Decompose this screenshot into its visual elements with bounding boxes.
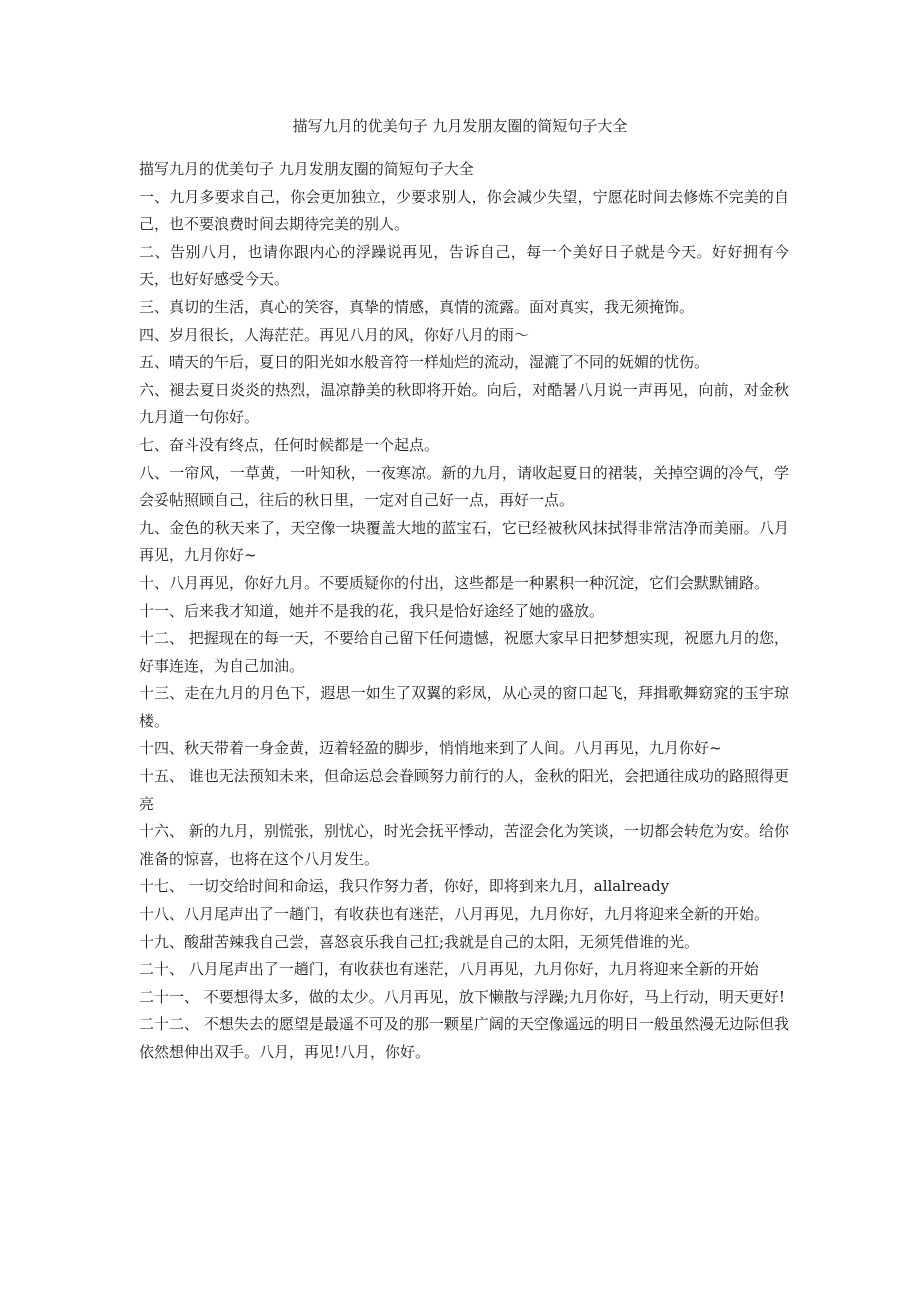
document-body — [139, 156, 789, 1067]
paragraph: 六、褪去夏日炎炎的热烈，温凉静美的秋即将开始。向后，对酷暑八月说一声再见，向前，对金秋九月道一句你好。 — [139, 380, 789, 427]
paragraph: 十五、 谁也无法预知未来，但命运总会眷顾努力前行的人，金秋的阳光，会把通往成功的路照得更亮 — [139, 767, 789, 813]
paragraph: 八、一帘风，一草黄，一叶知秋，一夜寒凉。新的九月，请收起夏日的裙装，关掉空调的冷气，学会妥帖照顾自己，往后的秋日里，一定对自己好一点，再好一点。 — [139, 463, 789, 510]
paragraph: 一、九月多要求自己，你会更加独立，少要求别人，你会减少失望，宁愿花时间去修炼不完美的自己，也不要浪费时间去期待完美的别人。 — [139, 187, 789, 234]
paragraph: 十三、走在九月的月色下，遐思一如生了双翼的彩凤，从心灵的窗口起飞，拜揖歌舞窈窕的玉宇琼楼。 — [139, 684, 789, 730]
paragraph: 十四、秋天带着一身金黄，迈着轻盈的脚步，悄悄地来到了人间。八月再见，九月你好~ — [139, 739, 722, 758]
paragraph: 二十二、 不想失去的愿望是最遥不可及的那一颗星广阔的天空像遥远的明日一般虽然漫无边际但我依然想伸出双手。八月，再见!八月，你好。 — [139, 1015, 789, 1061]
paragraph: 十六、 新的九月，别慌张，别忧心，时光会抚平悸动，苦涩会化为笑谈，一切都会转危为安。给你准备的惊喜，也将在这个八月发生。 — [139, 822, 789, 868]
paragraph: 十七、 一切交给时间和命运，我只作努力者，你好，即将到来九月，allalready — [139, 877, 670, 896]
paragraph: 二、告别八月，也请你跟内心的浮躁说再见，告诉自己，每一个美好日子就是今天。好好拥有今天，也好好感受今天。 — [139, 242, 789, 289]
paragraph: 七、奋斗没有终点，任何时候都是一个起点。 — [139, 435, 440, 454]
document-title: 描写九月的优美句子 九月发朋友圈的简短句子大全 — [292, 117, 628, 135]
paragraph: 十一、后来我才知道，她并不是我的花，我只是恰好途经了她的盛放。 — [139, 601, 605, 620]
paragraph: 九、金色的秋天来了，天空像一块覆盖大地的蓝宝石，它已经被秋风抹拭得非常洁净而美丽。八月再见，九月你好~ — [139, 518, 789, 565]
document-subtitle: 描写九月的优美句子 九月发朋友圈的简短句子大全 — [139, 160, 474, 178]
paragraph: 四、岁月很长，人海茫茫。再见八月的风，你好八月的雨～ — [139, 325, 530, 344]
paragraph: 三、真切的生活，真心的笑容，真挚的情感，真情的流露。面对真实，我无须掩饰。 — [139, 297, 695, 316]
paragraph: 五、晴天的午后，夏日的阳光如水般音符一样灿烂的流动，湿漉了不同的妩媚的忧伤。 — [139, 353, 710, 372]
paragraph: 十二、 把握现在的每一天，不要给自己留下任何遗憾，祝愿大家早日把梦想实现，祝愿九月的您，好事连连，为自己加油。 — [139, 629, 789, 675]
paragraph: 二十一、 不要想得太多，做的太少。八月再见，放下懒散与浮躁;九月你好，马上行动，明天更好! — [139, 987, 785, 1006]
paragraph: 十、八月再见，你好九月。不要质疑你的付出，这些都是一种累积一种沉淀，它们会默默铺路。 — [139, 573, 770, 592]
paragraph: 二十、 八月尾声出了一趟门，有收获也有迷茫，八月再见，九月你好，九月将迎来全新的开始 — [139, 960, 759, 979]
paragraph: 十八、八月尾声出了一趟门，有收获也有迷茫，八月再见，九月你好，九月将迎来全新的开始。 — [139, 905, 770, 924]
paragraph: 十九、酸甜苦辣我自己尝，喜怒哀乐我自己扛;我就是自己的太阳，无须凭借谁的光。 — [139, 932, 700, 951]
